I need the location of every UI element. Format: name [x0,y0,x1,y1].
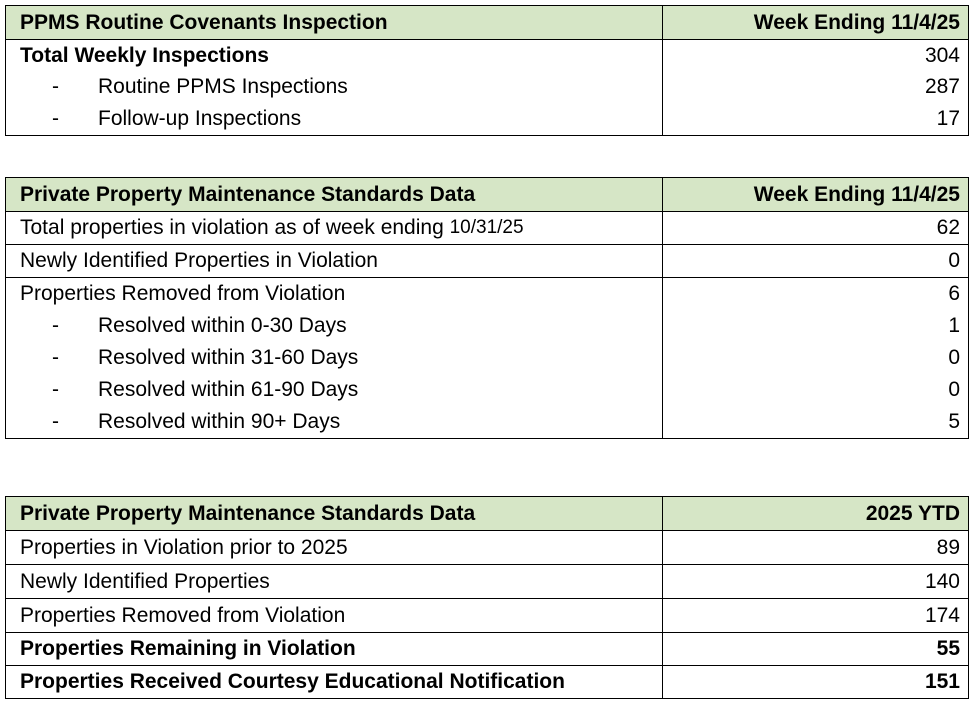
row-label: Resolved within 31-60 Days [98,346,359,369]
row-value: 174 [924,603,960,627]
row-value: 0 [948,378,960,401]
row-value: 1 [948,314,960,337]
row-label: Total Weekly Inspections [6,40,663,71]
table-row [6,342,968,374]
row-label: Newly Identified Properties in Violation [6,245,663,277]
table-row [6,310,968,342]
row-label: Resolved within 0-30 Days [98,314,347,337]
row-date: 10/31/25 [449,217,524,238]
table-row [6,632,968,665]
dash-bullet: - [52,378,59,401]
row-value: 140 [924,569,960,593]
row-label: Properties Removed from Violation [6,278,663,310]
row-label: Properties Remaining in Violation [6,633,663,665]
row-label: Newly Identified Properties [6,565,663,598]
table-row [6,244,968,277]
dash-bullet: - [52,107,59,130]
table-row [6,39,968,71]
table-row [6,277,968,310]
row-label: Properties Removed from Violation [6,599,663,632]
row-value: 17 [936,107,960,130]
table-row [6,530,968,564]
row-value: 304 [924,43,960,67]
row-label: Properties Received Courtesy Educational Notification [6,666,663,698]
row-label: Resolved within 90+ Days [98,410,341,433]
row-value: 55 [936,637,960,660]
dash-bullet: - [52,410,59,433]
row-label: Routine PPMS Inspections [98,75,348,98]
table-row [6,103,968,135]
row-label: Total properties in violation as of week ending [20,216,444,239]
row-value: 6 [948,282,960,305]
row-value: 5 [948,410,960,433]
weekly-standards-table [5,177,969,439]
row-value: 151 [924,670,960,693]
dash-bullet: - [52,346,59,369]
dash-bullet: - [52,75,59,98]
table-header [6,497,968,530]
table-header [6,6,968,39]
table-row [6,665,968,698]
inspection-table [5,5,969,136]
table-row [6,374,968,406]
header-period: 2025 YTD [865,501,960,525]
row-value: 287 [924,75,960,98]
row-value: 62 [936,216,960,239]
table-row [6,71,968,103]
table-row [6,564,968,598]
table-row [6,211,968,244]
row-label: Properties in Violation prior to 2025 [6,531,663,564]
dash-bullet: - [52,314,59,337]
row-label: Follow-up Inspections [98,107,302,130]
header-period: Week Ending 11/4/25 [753,10,960,34]
header-label: Private Property Maintenance Standards Data [6,497,663,530]
row-label: Resolved within 61-90 Days [98,378,359,401]
table-row [6,406,968,438]
row-value: 0 [948,249,960,272]
row-value: 0 [948,346,960,369]
header-label: PPMS Routine Covenants Inspection [6,6,663,39]
header-label: Private Property Maintenance Standards Data [6,178,663,211]
ytd-standards-table [5,496,969,699]
header-period: Week Ending 11/4/25 [753,182,960,206]
table-header [6,178,968,211]
row-value: 89 [936,535,960,559]
table-row [6,598,968,632]
